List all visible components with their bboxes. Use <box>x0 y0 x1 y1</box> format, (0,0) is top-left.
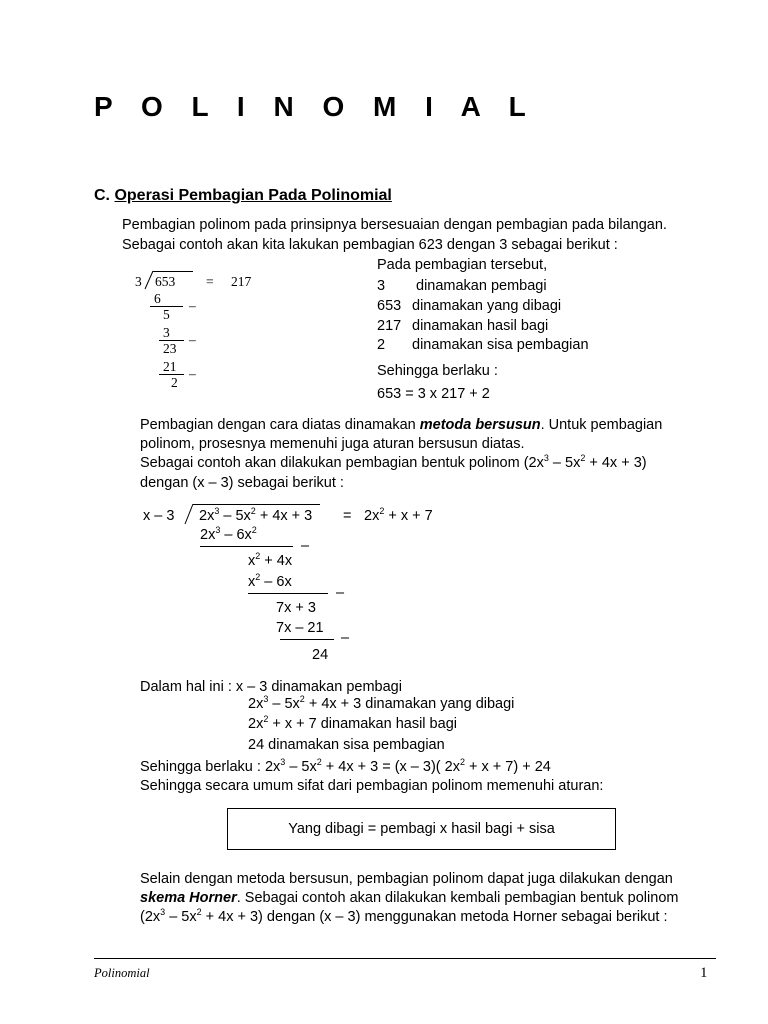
poly-divisor: x – 3 <box>143 508 175 524</box>
step-rule <box>248 593 328 594</box>
term-metoda-bersusun: metoda bersusun <box>419 417 541 433</box>
poly-note-quotient: $2x^2 + x + 7$ dinamakan hasil bagi <box>248 714 457 732</box>
poly-equals: = <box>343 508 352 524</box>
step-rule <box>200 546 293 547</box>
horner-line-1: Selain dengan metoda bersusun, pembagian polinom dapat juga dilakukan dengan <box>140 871 673 887</box>
term-skema-horner: skema Horner <box>140 890 237 906</box>
division-bracket-icon <box>183 503 195 525</box>
footer-rule <box>94 958 716 959</box>
poly-step: 7x + 3 <box>276 600 316 616</box>
conclusion-label: Sehingga berlaku : <box>377 363 498 379</box>
page-number: 1 <box>700 965 708 981</box>
number-divisor: 3 <box>135 274 142 289</box>
poly-identity: Sehingga berlaku : $2x^3 - 5x^2 + 4x + 3 = (x - 3)$( $2x^2 + x + 7) + 24$ <box>140 757 551 775</box>
poly-note-divisor: Dalam hal ini : x – 3 dinamakan pembagi <box>140 679 402 695</box>
number-step: 6 <box>154 291 161 306</box>
number-dividend: 653 <box>155 274 176 289</box>
page-title: P O L I N O M I A L <box>94 91 537 122</box>
division-rule-text: Yang dibagi = pembagi x hasil bagi + sisa <box>288 821 555 837</box>
bersusun-line-3: Sebagai contoh akan dilakukan pembagian bentuk polinom $(2x^3 - 5x^2 + 4x + 3)$ <box>140 453 647 471</box>
division-rule-box <box>227 808 616 850</box>
minus-sign: – <box>189 366 196 381</box>
minus-sign: – <box>189 332 196 347</box>
step-rule <box>280 639 334 640</box>
number-step: 3 <box>163 325 170 340</box>
poly-step: $2x^3 - 6x^2$ <box>200 525 257 543</box>
conclusion-equation: 653 = 3 x 217 + 2 <box>377 386 490 402</box>
minus-sign: – <box>336 585 345 601</box>
poly-remainder: 24 <box>312 647 329 663</box>
bersusun-line-4: dengan (x – 3) sebagai berikut : <box>140 475 344 491</box>
horner-line-2: skema Horner. Sebagai contoh akan dilakukan kembali pembagian bentuk polinom <box>140 890 679 906</box>
intro-line-1: Pembagian polinom pada prinsipnya bersesuaian dengan pembagian pada bilangan. <box>122 217 667 233</box>
intro-line-2: Sebagai contoh akan kita lakukan pembagian 623 dengan 3 sebagai berikut : <box>122 237 618 253</box>
division-bar <box>193 504 320 505</box>
section-label: C. <box>94 187 110 204</box>
footer-title: Polinomial <box>94 966 150 980</box>
note-desc: dinamakan yang dibagi <box>412 298 562 314</box>
number-step: 23 <box>163 341 177 356</box>
poly-dividend: $2x^3 - 5x^2 + 4x + 3$ <box>199 506 313 524</box>
number-equals: = <box>206 274 214 289</box>
section-heading <box>94 188 392 204</box>
division-bar <box>153 271 193 272</box>
note-desc: dinamakan pembagi <box>416 278 547 294</box>
poly-step: $x^2 + 4x$ <box>248 551 293 569</box>
poly-note-dividend: $2x^3 - 5x^2 + 4x + 3$ dinamakan yang dibagi <box>248 694 515 712</box>
division-bracket-icon <box>143 270 155 290</box>
bersusun-line-1: Pembagian dengan cara diatas dinamakan metoda bersusun. Untuk pembagian <box>140 417 663 433</box>
section-title: Operasi Pembagian Pada Polinomial <box>114 187 392 204</box>
horner-line-3: $(2x^3 - 5x^2 + 4x + 3)$ dengan (x – 3) menggunakan metoda Horner sebagai berikut : <box>140 907 668 925</box>
number-step: 5 <box>163 307 170 322</box>
number-quotient: 217 <box>231 274 252 289</box>
poly-step: $x^2 - 6x$ <box>248 572 292 590</box>
notes-heading: Pada pembagian tersebut, <box>377 257 548 273</box>
poly-quotient: $2x^2 + x + 7$ <box>364 506 433 524</box>
bersusun-line-2: polinom, prosesnya memenuhi juga aturan bersusun diatas. <box>140 436 525 452</box>
note-term: 653 <box>377 298 402 314</box>
poly-note-remainder: 24 dinamakan sisa pembagian <box>248 737 445 753</box>
note-term: 2 <box>377 337 386 353</box>
minus-sign: – <box>189 298 196 313</box>
poly-general-rule-intro: Sehingga secara umum sifat dari pembagian polinom memenuhi aturan: <box>140 778 604 794</box>
note-term: 217 <box>377 318 402 334</box>
number-step: 2 <box>171 375 178 390</box>
note-desc: dinamakan sisa pembagian <box>412 337 589 353</box>
minus-sign: – <box>341 630 350 646</box>
minus-sign: – <box>301 538 310 554</box>
note-term: 3 <box>377 278 386 294</box>
poly-step: 7x – 21 <box>276 620 324 636</box>
note-desc: dinamakan hasil bagi <box>412 318 549 334</box>
number-step: 21 <box>163 359 177 374</box>
